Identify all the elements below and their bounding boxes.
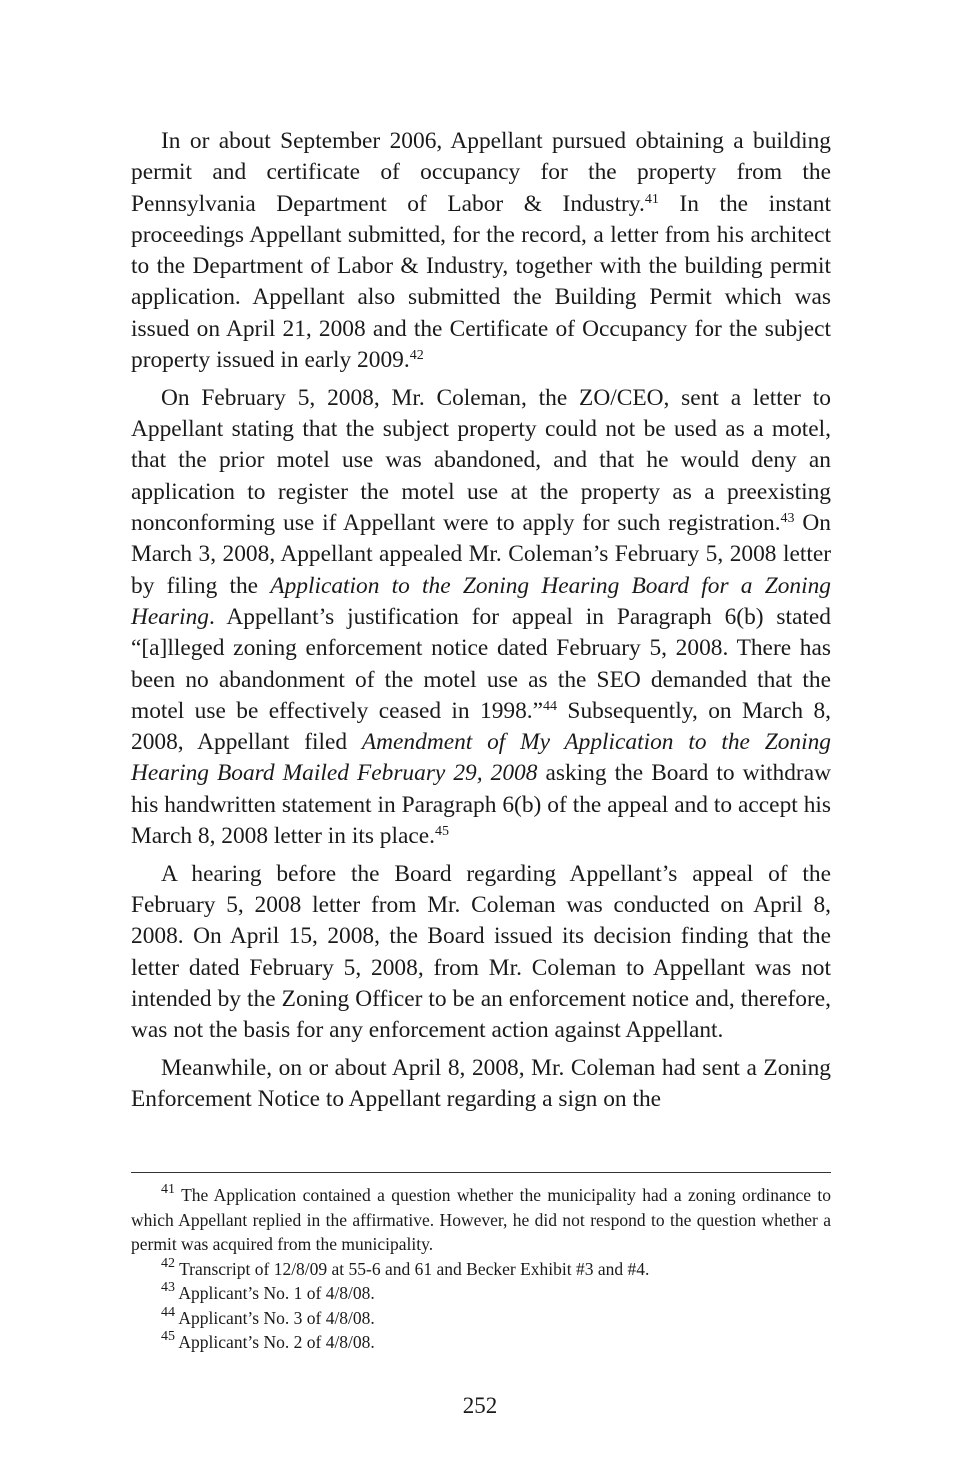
paragraph-text: A hearing before the Board regarding Appellant’s appeal of the February 5, 2008 letter from Mr. Coleman was conducted on April 8, 2008. On April 15, 2008, the Board issued its decision finding that the letter dated February 5, 2008, from Mr. Coleman to Appellant was not intended by the Zoning Officer to be an enforcement notice and, therefore, was not the basis for any enforcement action against Appellant. [131,860,831,1044]
paragraph-text: Meanwhile, on or about April 8, 2008, Mr. Coleman had sent a Zoning Enforcement Notice to Appellant regarding a sign on the [131,1055,831,1113]
footnote-reference: 43 [780,511,795,527]
footnote [131,1306,831,1331]
footnote-number: 44 [161,1304,175,1320]
paragraph-text: In the instant proceedings Appellant submitted, for the record, a letter from his architect to the Department of Labor & Industry, together with the building permit application. Appellant also submitted the Building Permit which was issued on April 21, 2008 and the Certificate of Occupancy for the subject property issued in early 2009. [131,190,831,374]
body-paragraph [131,859,831,1047]
footnote-divider [131,1172,831,1173]
footnote-reference: 44 [543,698,558,714]
body-paragraph [131,1053,831,1116]
footnote-text: The Application contained a question whether the municipality had a zoning ordinance to which Appellant replied in the affirmative. However, he did not respond to the question whether a permit was acquired from the municipality. [131,1185,831,1254]
footnote-text: Applicant’s No. 1 of 4/8/08. [178,1283,375,1303]
footnote-text: Applicant’s No. 3 of 4/8/08. [178,1307,375,1328]
footnote-number: 45 [161,1329,175,1344]
footnote-number: 41 [161,1182,175,1197]
footnote [131,1281,831,1306]
footnote-reference: 42 [409,348,424,364]
paragraph-text: On February 5, 2008, Mr. Coleman, the ZO/CEO, sent a letter to Appellant stating that the subject property could not be used as a motel, that the prior motel use was abandoned, and that he would deny an application to register the motel use at the property as a preexisting nonconforming use if Appellant were to apply for such registration. [131,384,831,537]
body-text [131,126,831,1116]
footnote-reference: 45 [435,824,449,840]
footnote-text: Applicant’s No. 2 of 4/8/08. [178,1332,375,1352]
footnote [131,1330,831,1355]
paragraph-text: Subsequently, on March 8, 2008, Appellant filed [131,697,831,756]
footnote [131,1183,831,1257]
footnote-number: 43 [161,1280,175,1295]
page-number: 252 [462,1393,498,1418]
footnote-reference: 41 [644,191,659,207]
footnotes [131,1183,831,1355]
paragraph-text: In or about September 2006, Appellant pursued obtaining a building permit and certificate of occupancy for the property from the Pennsylvania Department of Labor & Industry. [131,128,831,217]
footnote-number: 42 [161,1255,175,1271]
paragraph-text: . Appellant’s justification for appeal in Paragraph 6(b) stated “[a]lleged zoning enforcement notice dated February 5, 2008. There has been no abandonment of the motel use as the SEO demanded that the motel use be effectively ceased in 1998.” [131,603,831,724]
italic-title: Application to the Zoning Hearing Board for a Zoning Hearing [131,572,831,630]
body-paragraph [131,126,831,376]
italic-title: Amendment of My Application to the Zoning Hearing Board Mailed February 29, 2008 [131,729,831,787]
footnote [131,1257,831,1282]
footnote-text: Transcript of 12/8/09 at 55-6 and 61 and Becker Exhibit #3 and #4. [179,1258,650,1279]
body-paragraph [131,383,831,852]
paragraph-text: asking the Board to withdraw his handwritten statement in Paragraph 6(b) of the appeal and to accept his March 8, 2008 letter in its place. [131,760,831,850]
paragraph-text: On March 3, 2008, Appellant appealed Mr. Coleman’s February 5, 2008 letter by filing the [131,510,831,599]
